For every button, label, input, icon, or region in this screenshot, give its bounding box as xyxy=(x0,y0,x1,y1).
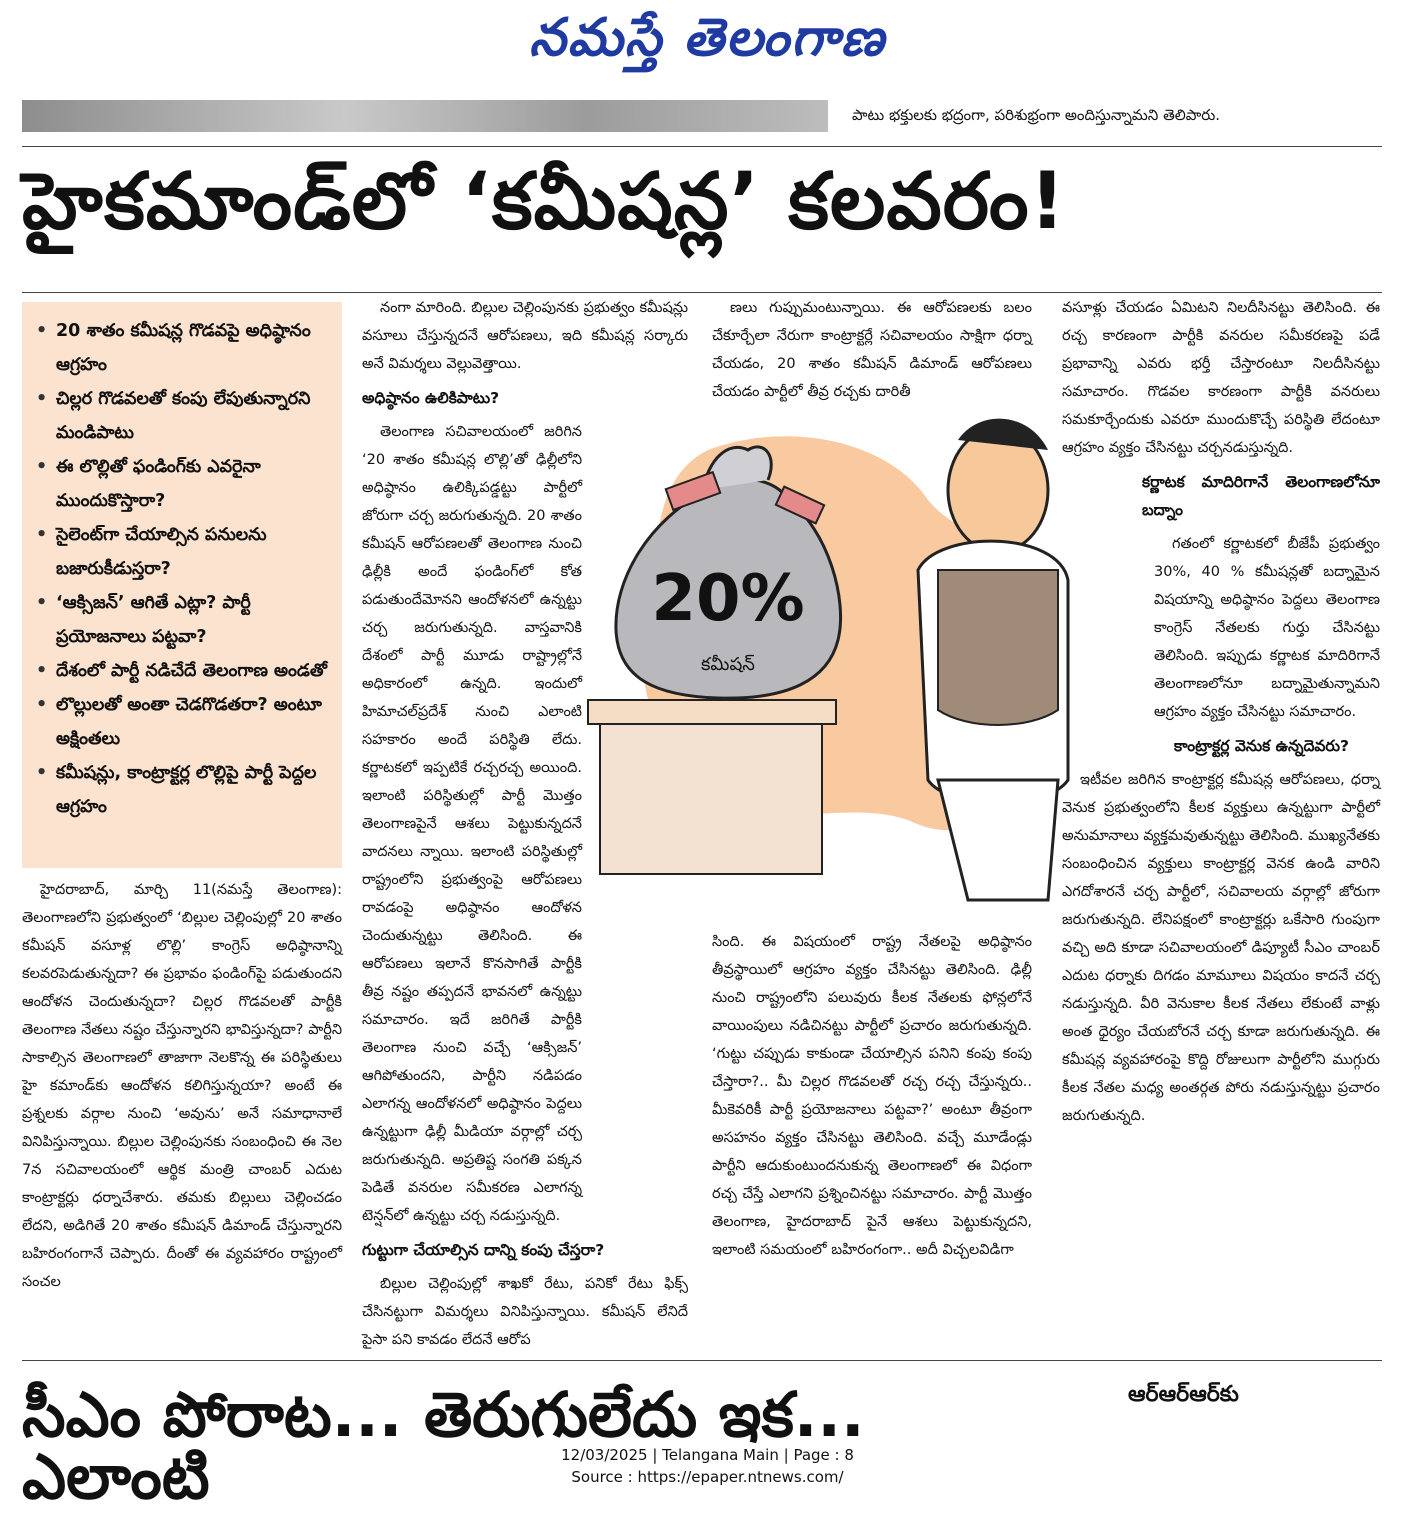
politician-vest xyxy=(938,570,1058,725)
bag-label-text: కమీషన్ xyxy=(701,654,755,675)
pedestal-top xyxy=(588,700,836,724)
column-1 xyxy=(22,876,342,1356)
highlight-item: • దేశంలో పార్టీ నడిచేదే తెలంగాణ అండతో xyxy=(34,654,332,688)
highlight-item: • 20 శాతం కమీషన్ల గొడవపై అధిష్ఠానం ఆగ్రహం xyxy=(34,314,332,382)
col4-para-b: గతంలో కర్ణాటకలో బీజేపీ ప్రభుత్వం 30%, 40 % కమీషన్లతో బద్నామైన విషయాన్ని అధిష్ఠానం పెద్దలు తెలంగాణ కాంగ్రెస్ నేతలకు గుర్తు చేసినట్టు తెలిసింది. ఇప్పుడు కర్ణాటక మాదిరిగానే తెలంగాణలోనూ బద్నామైతున్నామని ఆగ్రహం వ్యక్తం చేసినట్టు సమాచారం. xyxy=(1154,536,1380,720)
highlight-item: • ‘ఆక్సిజన్’ ఆగితే ఎట్లా? పార్టీ ప్రయోజనాలు పట్టవా? xyxy=(34,586,332,654)
highlight-item: • ఈ లొల్లితో ఫండింగ్‌కు ఎవరైనా ముందుకొస్తారా? xyxy=(34,450,332,518)
top-photo-strip xyxy=(22,100,828,132)
col2-narrow-block xyxy=(362,418,582,1230)
highlight-item: • సైలెంట్‌గా చేయాల్సిన పనులను బజారుకీడుస్తరా? xyxy=(34,518,332,586)
bottom-right-headline: ఆర్ఆర్ఆర్‌కు xyxy=(1128,1382,1239,1407)
highlights-box xyxy=(22,302,342,868)
column-3-top xyxy=(712,294,1032,400)
footer-date-line: 12/03/2025 | Telangana Main | Page : 8 xyxy=(561,1446,854,1464)
col4-subhead-1: కర్ణాటక మాదిరిగానే తెలంగాణలోనూ బద్నాం xyxy=(1142,473,1380,519)
col2-para-a: నంగా మారింది. బిల్లుల చెల్లింపునకు ప్రభుత్వం కమీషన్లు వసూలు చేస్తున్నదనే ఆరోపణలు, ఇది కమీషన్ల సర్కారు అనే విమర్శలు వెల్లువెత్తాయి. xyxy=(362,300,688,372)
col4-para-a: వసూళ్లు చేయడం ఏమిటని నిలదీసినట్టు తెలిసింది. ఈ రచ్చ కారణంగా పార్టీకి వనరుల సమీకరణపై పడే ప్రభావాన్ని ఎవరు భర్తీ చేస్తారంటూ నిలదీసినట్టు సమాచారం. గొడవల కారణంగా పార్టీకి వనరులు సమకూర్చేందుకు ఎవరూ ముందుకొచ్చే పరిస్థితి లేదంటూ ఆగ్రహం వ్యక్తం చేసినట్టు చర్చనడుస్తున్నది. xyxy=(1062,300,1380,456)
col3-para-a: ణలు గుప్పుమంటున్నాయి. ఈ ఆరోపణలకు బలం చేకూర్చేలా నేరుగా కాంట్రాక్టర్లే సచివాలయం సాక్షిగా ధర్నా చేయడం, 20 శాతం కమీషన్ డిమాండ్ ఆరోపణలు చేయడం పార్టీలో తీవ్ర రచ్చకు దారితీ xyxy=(712,300,1032,400)
highlights-list xyxy=(22,302,342,824)
col4-narrow-block xyxy=(1062,530,1380,726)
rule-under-headline xyxy=(22,292,1382,293)
bottom-headline: సీఎం పోరాట... తెరుగులేదు ఇక... ఎలాంటి xyxy=(22,1378,865,1513)
bag-percent-text: 20% xyxy=(651,562,805,636)
top-caption: పాటు భక్తులకు భద్రంగా, పరిశుభ్రంగా అందిస్తున్నామని తెలిపారు. xyxy=(852,106,1221,124)
pedestal-body xyxy=(600,724,822,874)
col4-subhead-2: కాంట్రాక్టర్ల వెనుక ఉన్నదెవరు? xyxy=(1174,737,1349,755)
highlight-item: • లొల్లులతో అంతా చెడగొడతరా? అంటూ అక్షింతలు xyxy=(34,688,332,756)
headline: హైకమాండ్‌లో ‘కమీషన్ల’ కలవరం! xyxy=(22,157,1067,247)
col2-subhead-1: అధిష్ఠానం ఉలికిపాటు? xyxy=(362,389,500,407)
col2-para-c: బిల్లుల చెల్లింపుల్లో శాఖకో రేటు, పనికో రేటు ఫిక్స్ చేసినట్టుగా విమర్శలు వినిపిస్తున్నాయి. కమీషన్ లేనిదే పైసా పని కావడం లేదనే ఆరోప xyxy=(362,1276,688,1348)
column-4 xyxy=(1062,294,1380,1356)
col1-text: హైదరాబాద్, మార్చి 11(నమస్తే తెలంగాణ): తెలంగాణలోని ప్రభుత్వంలో ‘బిల్లుల చెల్లింపుల్లో 20 శాతం కమీషన్ వసూళ్ల లొల్లి’ కాంగ్రెస్ అధిష్ఠానాన్ని కలవరపెడుతున్నదా? ఈ ప్రభావం ఫండింగ్‌పై పడుతుందని ఆందోళన చెందుతున్నదా? చిల్లర గొడవలతో పార్టీకి తెలంగాణ నేతలు నష్టం చేస్తున్నారని భావిస్తున్నదా? పార్టీని సాకాల్సిన తెలంగాణలో తాజాగా నెలకొన్న ఈ పరిస్థితులు హై కమాండ్‌కు ఆందోళన కలిగిస్తున్నయా? అంటే ఈ ప్రశ్నలకు వర్గాల నుంచి ‘అవును’ అనే సమాధానాలే వినిపిస్తున్నాయి. బిల్లుల చెల్లింపునకు సంబంధించి ఈ నెల 7న సచివాలయంలో ఆర్థిక మంత్రి చాంబర్ ఎదుట కాంట్రాక్టర్లు ధర్నాచేశారు. తమకు బిల్లులు చెల్లించడం లేదని, అడిగితే 20 శాతం కమీషన్ డిమాండ్ చేస్తున్నారని బహిరంగంగానే చెప్పారు. దీంతో ఈ వ్యవహారం రాష్ట్రంలో సంచల xyxy=(22,882,342,1290)
col4-para-c: ఇటీవల జరిగిన కాంట్రాక్టర్ల కమీషన్ల ఆరోపణలు, ధర్నా వెనుక ప్రభుత్వంలోని కీలక వ్యక్తులు ఉన్నట్టుగా పార్టీలో అనుమానాలు వ్యక్తమవుతున్నట్టు తెలిసింది. ముఖ్యనేతకు సంబంధించిన వ్యక్తులు కాంట్రాక్టర్ల వెనక ఉండి వారిని ఎగదోశారనే చర్చ పార్టీలో, సచివాలయ వర్గాల్లో జోరుగా జరుగుతున్నది. లేనిపక్షంలో కాంట్రాక్టర్లు ఒకేసారి గుంపుగా వచ్చి అది కూడా సచివాలయంలో డిప్యూటీ సీఎం చాంబర్ ఎదుట ధర్నాకు దిగడం మామూలు విషయం కాదనే చర్చ నడుస్తున్నది. వీరి వెనుకాల కీలక నేతలు లేకుంటే వాళ్లు అంత ధైర్యం చేయబోరనే చర్చ కూడా జరుగుతున్నది. ఈ కమీషన్ల వ్యవహారంపై కొద్ది రోజులుగా పార్టీలోని ముగ్గురు కీలక నేతల మధ్య అంతర్గత పోరు నడుస్తున్నట్టు ప్రచారం జరుగుతున్నది. xyxy=(1062,772,1380,1124)
col2-subhead-2: గుట్టుగా చేయాల్సిన దాన్ని కంపు చేస్తరా? xyxy=(362,1241,605,1259)
politician-dhoti xyxy=(938,780,1058,900)
col2-para-b: తెలంగాణ సచివాలయంలో జరిగిన ‘20 శాతం కమీషన్ల లొల్లి’తో ఢిల్లీలోని అధిష్ఠానం ఉలిక్కిపడ్డట్టు పార్టీలో జోరుగా చర్చ జరుగుతున్నది. 20 శాతం కమీషన్ ఆరోపణలతో తెలంగాణ నుంచి ఢిల్లీకి అందే ఫండింగ్‌లో కోత పడుతుందేమోనని ఆందోళనలో ఉన్నట్టు చర్చ జరుగుతున్నది. వాస్తవానికి దేశంలో పార్టీ మూడు రాష్ట్రాల్లోనే అధికారంలో ఉన్నది. ఇందులో హిమాచల్‌ప్రదేశ్ నుంచి ఎలాంటి సహకారం అందే పరిస్థితి లేదు. కర్ణాటకలో ఇప్పటికే రచ్చరచ్చ అయింది. ఇలాంటి పరిస్థితుల్లో పార్టీ మొత్తం తెలంగాణపైనే ఆశలు పెట్టుకున్నదనే వాదనలు న్నాయి. ఇలాంటి పరిస్థితుల్లో రాష్ట్రంలోని ప్రభుత్వంపై ఆరోపణలు రావడంపై అధిష్ఠానం ఆందోళన చెందుతున్నట్టు తెలిసింది. ఈ ఆరోపణలు ఇలానే కొనసాగితే పార్టీకి తీవ్ర నష్టం తప్పదనే భావనలో ఉన్నట్టు సమాచారం. ఇదే జరిగితే పార్టీకి తెలంగాణ నుంచి వచ్చే ‘ఆక్సిజన్’ ఆగిపోతుందని, పార్టీని నడిపడం ఎలాగన్న ఆందోళనలో అధిష్ఠానం పెద్దలు ఉన్నట్టుగా ఢిల్లీ మీడియా వర్గాల్లో చర్చ జరుగుతున్నది. అప్రతిష్ట సంగతి పక్కన పెడితే వనరుల సమీకరణ ఎలాగన్న టెన్షన్‌లో ఉన్నట్టు చర్చ నడుస్తున్నది. xyxy=(362,424,582,1224)
highlight-item: • చిల్లర గొడవలతో కంపు లేపుతున్నారని మండిపాటు xyxy=(34,382,332,450)
cartoon-illustration xyxy=(588,380,1068,920)
rule-top xyxy=(22,146,1382,147)
footer-source-line: Source : https://epaper.ntnews.com/ xyxy=(571,1468,844,1486)
highlight-item: • కమీషన్లు, కాంట్రాక్టర్ల లొల్లిపై పార్టీ పెద్దల ఆగ్రహం xyxy=(34,756,332,824)
cartoon-svg xyxy=(588,380,1068,920)
masthead: నమస్తే తెలంగాణ xyxy=(529,8,886,68)
col3-para-b: సింది. ఈ విషయంలో రాష్ట్ర నేతలపై అధిష్ఠానం తీవ్రస్థాయిలో ఆగ్రహం వ్యక్తం చేసినట్టు తెలిసింది. ఢిల్లీ నుంచి రాష్ట్రంలోని పలువురు కీలక నేతలకు ఫోన్లలోనే వాయింపులు నడిచినట్టు పార్టీలో ప్రచారం జరుగుతున్నది. ‘గుట్టు చప్పుడు కాకుండా చేయాల్సిన పనిని కంపు కంపు చేస్తారా?.. మీ చిల్లర గొడవలతో రచ్చ రచ్చ చేస్తున్నరు.. మీకెవరికీ పార్టీ ప్రయోజనాలు పట్టవా?’ అంటూ తీవ్రంగా అసహనం వ్యక్తం చేసినట్టు తెలిసింది. వచ్చే మూడేండ్లు పార్టీని ఆదుకుంటుందనుకున్న తెలంగాణలో ఈ విధంగా రచ్చ చేస్తే ఎలాగని ప్రశ్నించినట్టు సమాచారం. పార్టీ మొత్తం తెలంగాణ, హైదరాబాద్ పైనే ఆశలు పెట్టుకున్నదని, ఇలాంటి సమయంలో బహిరంగంగా.. అదీ విచ్చలవిడిగా xyxy=(712,934,1032,1258)
rule-bottom xyxy=(22,1360,1382,1361)
column-3-bottom xyxy=(712,928,1032,1356)
